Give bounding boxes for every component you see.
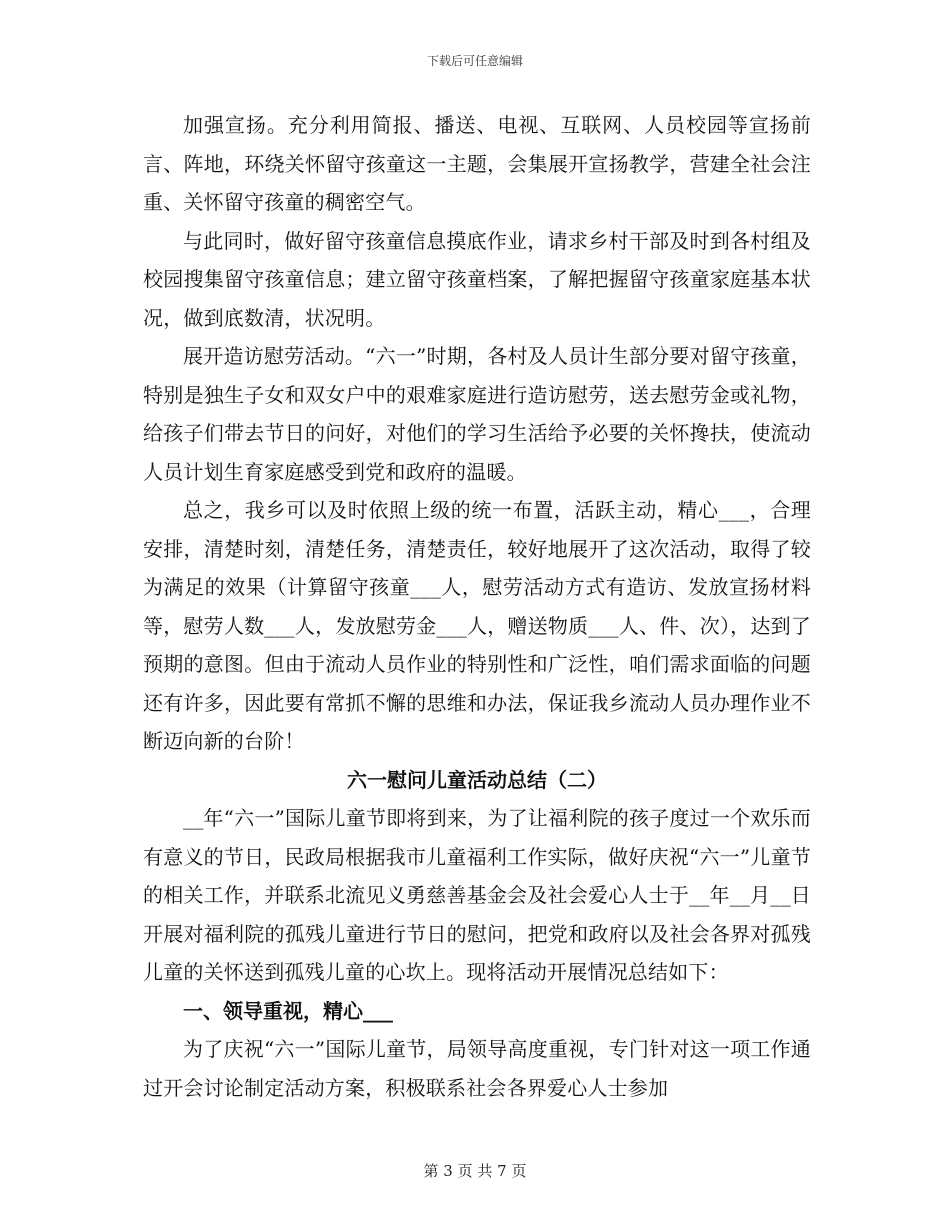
page-number: 第 3 页 共 7 页	[423, 1162, 527, 1180]
paragraph-publicity: 加强宣扬。充分利用简报、播送、电视、互联网、人员校园等宣扬前言、阵地，环绕关怀留守孩童这一主题，会集展开宣扬教学，营建全社会注重、关怀留守孩童的稠密空气。	[143, 113, 811, 214]
subheading-leadership: 一、领导重视，精心___	[183, 998, 393, 1023]
document-body	[143, 106, 811, 1107]
paragraph-summary: 总之，我乡可以及时依照上级的统一布置，活跃主动，精心___，合理安排，清楚时刻，清楚任务，清楚责任，较好地展开了这次活动，取得了较为满足的效果（计算留守孩童___人，慰劳活动方式有造访、发放宣扬材料等，慰劳人数___人，发放慰劳金___人，赠送物质___人、件、次），达到了预期的意图。但由于流动人员作业的特别性和广泛性，咱们需求面临的问题还有许多，因此要有常抓不懈的思维和办法，保证我乡流动人员办理作业不断迈向新的台阶！	[143, 498, 811, 753]
page-header-note: 下载后可任意编辑	[426, 54, 523, 68]
paragraph-leadership: 为了庆祝“六一”国际儿童节，局领导高度重视，专门针对这一项工作通过开会讨论制定活动方案，积极联系社会各界爱心人士参加	[143, 1037, 811, 1100]
paragraph-survey: 与此同时，做好留守孩童信息摸底作业，请求乡村干部及时到各村组及校园搜集留守孩童信息；建立留守孩童档案，了解把握留守孩童家庭基本状况，做到底数清，状况明。	[143, 228, 811, 330]
section-title: 六一慰问儿童活动总结（二）	[347, 767, 607, 792]
paragraph-intro: __年“六一”国际儿童节即将到来，为了让福利院的孩子度过一个欢乐而有意义的节日，民政局根据我市儿童福利工作实际，做好庆祝“六一”儿童节的相关工作，并联系北流见义勇慈善基金会及社会爱心人士于__年__月__日开展对福利院的孤残儿童进行节日的慰问，把党和政府以及社会各界对孤残儿童的关怀送到孤残儿童的心坎上。现将活动开展情况总结如下：	[143, 806, 811, 984]
paragraph-visits: 展开造访慰劳活动。“六一”时期，各村及人员计生部分要对留守孩童，特别是独生子女和双女户中的艰难家庭进行造访慰劳，送去慰劳金或礼物，给孩子们带去节日的问好，对他们的学习生活给予必要的关怀搀扶，使流动人员计划生育家庭感受到党和政府的温暖。	[143, 344, 811, 484]
